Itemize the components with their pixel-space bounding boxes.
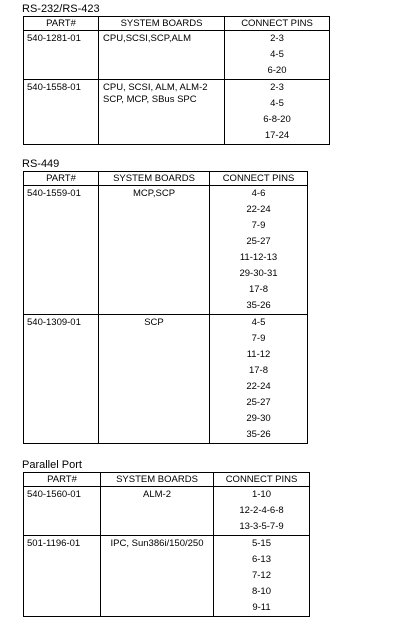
board-line: CPU,SCSI,SCP,ALM: [103, 33, 191, 44]
part-number: 540-1281-01: [24, 31, 99, 80]
pin-entry: 17-24: [264, 130, 290, 141]
table-row: [24, 186, 308, 315]
system-boards: [101, 487, 214, 536]
pin-entry: 29-30: [246, 413, 271, 424]
pin-entry: 12-2-4-6-8: [239, 505, 284, 516]
pin-entry: 7-12: [251, 570, 271, 581]
header-system-boards: SYSTEM BOARDS: [99, 17, 225, 31]
parallel-port-table: [23, 472, 310, 617]
header-part: PART#: [24, 17, 99, 31]
pin-entry: 7-9: [251, 220, 266, 231]
part-number: 540-1559-01: [24, 186, 99, 315]
pin-entry: 13-3-5-7-9: [239, 521, 284, 532]
board-line: ALM-2: [143, 489, 171, 500]
system-boards: [99, 80, 225, 145]
table-row: [24, 487, 310, 536]
pin-entry: 2-3: [270, 33, 284, 44]
section-title-parallel-port: Parallel Port: [22, 459, 82, 471]
connect-pins: [214, 487, 310, 536]
connect-pins: [225, 80, 330, 145]
board-line: SCP, MCP, SBus SPC: [103, 94, 197, 105]
table-row: [24, 31, 330, 80]
board-line: IPC, Sun386i/150/250: [110, 538, 204, 549]
pin-entry: 6-20: [267, 65, 287, 76]
header-connect-pins: CONNECT PINS: [210, 172, 308, 186]
table-row: [24, 536, 310, 617]
section-title-rs232: RS-232/RS-423: [22, 3, 100, 15]
pin-entry: 4-5: [270, 98, 284, 109]
system-boards: [99, 315, 210, 444]
part-number: 540-1560-01: [24, 487, 101, 536]
connect-pins: [225, 31, 330, 80]
pin-entry: 4-6: [251, 188, 266, 199]
pin-entry: 1-10: [251, 489, 271, 500]
pin-entry: 35-26: [246, 300, 271, 311]
connect-pins: [210, 186, 308, 315]
board-line: MCP,SCP: [132, 188, 176, 199]
table-row: [24, 315, 308, 444]
pin-entry: 29-30-31: [239, 268, 278, 279]
header-part: PART#: [24, 473, 101, 487]
board-line: CPU, SCSI, ALM, ALM-2: [103, 82, 208, 93]
pin-entry: 8-10: [251, 586, 271, 597]
pin-entry: 25-27: [246, 397, 271, 408]
section-title-rs449: RS-449: [22, 158, 60, 170]
pin-entry: 22-24: [246, 381, 271, 392]
header-connect-pins: CONNECT PINS: [214, 473, 310, 487]
header-system-boards: SYSTEM BOARDS: [101, 473, 214, 487]
header-connect-pins: CONNECT PINS: [225, 17, 330, 31]
part-number: 540-1309-01: [24, 315, 99, 444]
part-number: 501-1196-01: [24, 536, 101, 617]
table-header-row: [24, 17, 330, 31]
pin-entry: 9-11: [252, 602, 271, 613]
pin-entry: 6-8-20: [263, 114, 291, 125]
pin-entry: 2-3: [270, 82, 284, 93]
table-row: [24, 80, 330, 145]
pin-entry: 25-27: [246, 236, 271, 247]
system-boards: [99, 186, 210, 315]
table-header-row: [24, 172, 308, 186]
connect-pins: [210, 315, 308, 444]
system-boards: [101, 536, 214, 617]
pin-entry: 7-9: [251, 333, 266, 344]
rs232-table: [23, 16, 330, 145]
system-boards: [99, 31, 225, 80]
pin-entry: 4-5: [270, 49, 284, 60]
pin-entry: 17-8: [248, 365, 268, 376]
pin-entry: 17-8: [248, 284, 268, 295]
part-number: 540-1558-01: [24, 80, 99, 145]
board-line: SCP: [144, 317, 164, 328]
pin-entry: 4-5: [251, 317, 266, 328]
header-part: PART#: [24, 172, 99, 186]
rs449-table: [23, 171, 308, 444]
header-system-boards: SYSTEM BOARDS: [99, 172, 210, 186]
pin-entry: 6-13: [251, 554, 271, 565]
pin-entry: 11-12: [246, 349, 271, 360]
pin-entry: 35-26: [246, 429, 271, 440]
pin-entry: 22-24: [246, 204, 271, 215]
pin-entry: 11-12-13: [239, 252, 278, 263]
pin-entry: 5-15: [251, 538, 271, 549]
table-header-row: [24, 473, 310, 487]
connect-pins: [214, 536, 310, 617]
